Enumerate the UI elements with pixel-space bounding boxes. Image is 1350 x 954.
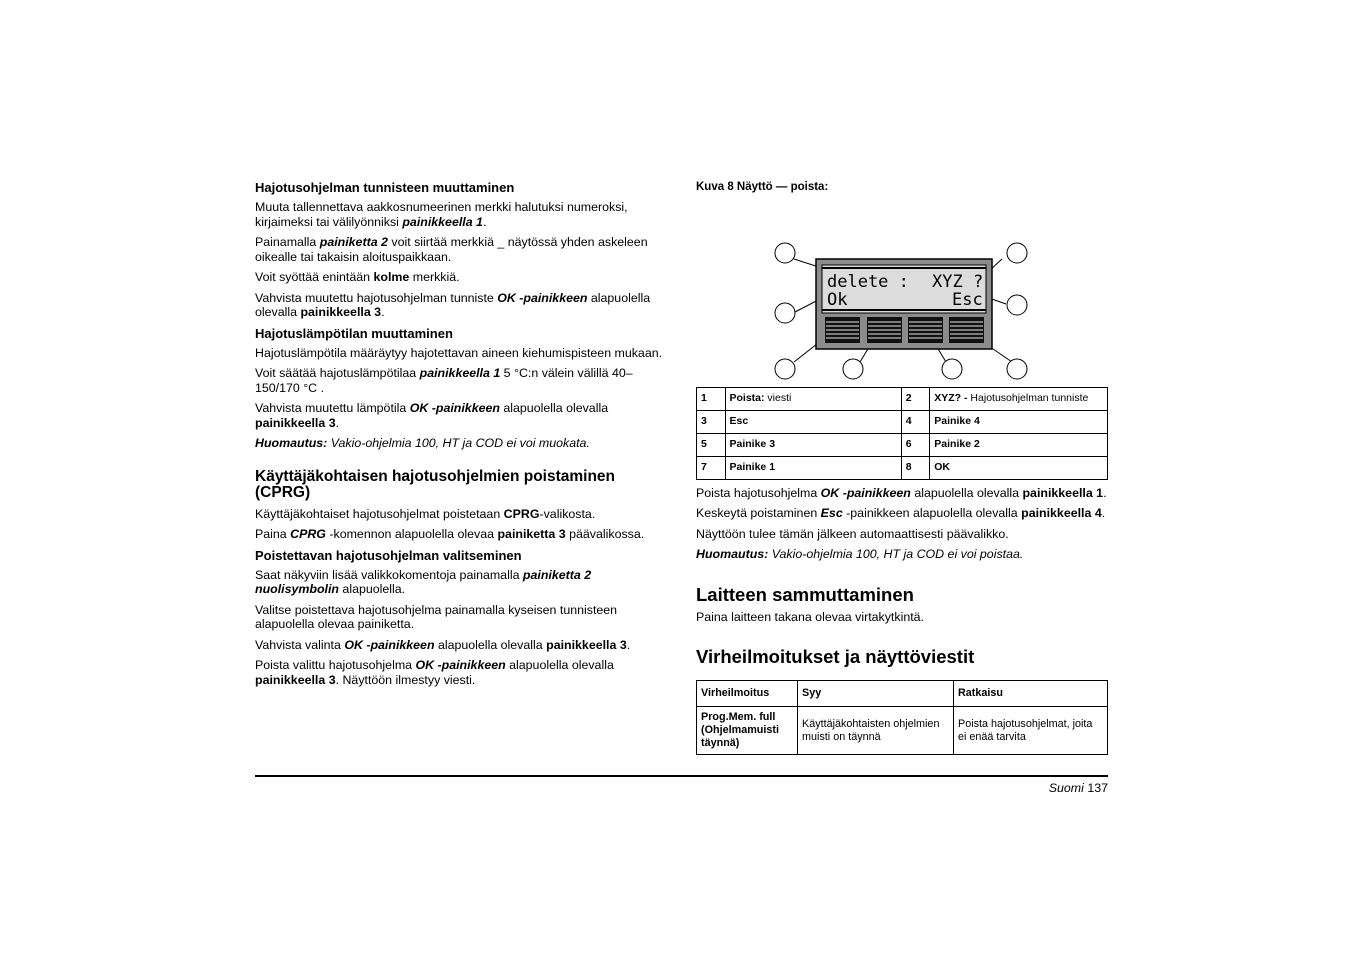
paragraph: Poista valittu hajotusohjelma OK -painikkeen alapuolella olevalla painikkeella 3. Näyttöön ilmestyy viesti. xyxy=(255,658,614,687)
error-table xyxy=(696,680,1108,755)
legend-label: Painike 1 xyxy=(725,456,901,479)
paragraph: Käyttäjäkohtaiset hajotusohjelmat poistetaan CPRG-valikosta. xyxy=(255,506,596,521)
lcd-line2-left: Ok xyxy=(827,289,848,310)
paragraph: Keskeytä poistaminen Esc -painikkeen alapuolella olevalla painikkeella 4. xyxy=(696,506,1106,520)
paragraph: Poista hajotusohjelma OK -painikkeen alapuolella olevalla painikkeella 1. xyxy=(696,485,1107,500)
table-row xyxy=(697,433,1108,456)
legend-label: Painike 3 xyxy=(725,433,901,456)
page-footer xyxy=(1049,781,1108,795)
table-cell: Prog.Mem. full (Ohjelmamuisti täynnä) xyxy=(697,707,798,755)
paragraph: Muuta tallennettava aakkosnumeerinen merkki halutuksi numeroksi, kirjaimeksi tai välilyönniksi painikkeella 1. xyxy=(255,200,628,229)
legend-label: Esc xyxy=(725,410,901,433)
callout-circle xyxy=(775,303,795,323)
error-table-header: Syy xyxy=(798,681,954,707)
paragraph: Vahvista muutettu hajotusohjelman tunniste OK -painikkeen alapuolella olevalla painikkeella 3. xyxy=(255,290,651,319)
legend-number: 7 xyxy=(697,456,726,479)
legend-label: Poista: viesti xyxy=(725,387,901,410)
heading-error-messages: Virheilmoitukset ja näyttöviestit xyxy=(696,646,975,667)
heading-temperature-change: Hajotuslämpötilan muuttaminen xyxy=(255,325,453,341)
callout-circle xyxy=(1007,359,1027,379)
heading-select-program: Poistettavan hajotusohjelman valitseminen xyxy=(255,547,522,563)
legend-label: Painike 4 xyxy=(930,410,1108,433)
paragraph: Hajotuslämpötila määräytyy hajotettavan aineen kiehumispisteen mukaan. xyxy=(255,345,663,360)
legend-label: XYZ? - Hajotusohjelman tunniste xyxy=(930,387,1108,410)
legend-number: 2 xyxy=(901,387,930,410)
table-row xyxy=(697,456,1108,479)
table-row xyxy=(697,387,1108,410)
right-column xyxy=(696,180,1110,755)
paragraph: Paina laitteen takana olevaa virtakytkintä. xyxy=(696,609,924,624)
paragraph: Vahvista muutettu lämpötila OK -painikkeen alapuolella olevalla painikkeella 3. xyxy=(255,401,609,430)
lcd-line1-left: delete : xyxy=(827,271,909,292)
paragraph: Voit syöttää enintään kolme merkkiä. xyxy=(255,270,460,284)
error-table-header: Virheilmoitus xyxy=(697,681,798,707)
callout-circle xyxy=(1007,295,1027,315)
legend-number: 4 xyxy=(901,410,930,433)
legend-number: 5 xyxy=(697,433,726,456)
legend-number: 3 xyxy=(697,410,726,433)
legend-label: Painike 2 xyxy=(930,433,1108,456)
callout-circle xyxy=(775,359,795,379)
paragraph: Painamalla painiketta 2 voit siirtää merkkiä _ näytössä yhden askeleen oikealle tai takaisin aloituspaikkaan. xyxy=(255,235,648,264)
error-table-header: Ratkaisu xyxy=(954,681,1108,707)
table-cell: Käyttäjäkohtaisten ohjelmien muisti on täynnä xyxy=(798,707,954,755)
legend-number: 1 xyxy=(697,387,726,410)
callout-circle xyxy=(843,359,863,379)
table-cell: Poista hajotusohjelmat, joita ei enää tarvita xyxy=(954,707,1108,755)
paragraph: Valitse poistettava hajotusohjelma painamalla kyseisen tunnisteen alapuolella olevaa painiketta. xyxy=(255,602,618,631)
callout-circle xyxy=(942,359,962,379)
display-diagram xyxy=(696,201,1110,381)
legend-number: 6 xyxy=(901,433,930,456)
paragraph: Voit säätää hajotuslämpötilaa painikkeella 1 5 °C:n välein välillä 40–150/170 °C . xyxy=(255,366,633,395)
note: Huomautus: Vakio-ohjelmia 100, HT ja COD ei voi muokata. xyxy=(255,436,590,450)
paragraph: Saat näkyviin lisää valikkokomentoja painamalla painiketta 2 nuolisymbolin alapuolella. xyxy=(255,567,592,596)
heading-identifier-change: Hajotusohjelman tunnisteen muuttaminen xyxy=(255,180,515,195)
legend-label: OK xyxy=(930,456,1108,479)
paragraph: Näyttöön tulee tämän jälkeen automaattisesti päävalikko. xyxy=(696,526,1009,541)
note: Huomautus: Vakio-ohjelmia 100, HT ja COD ei voi poistaa. xyxy=(696,547,1024,561)
footer-rule xyxy=(255,775,1108,777)
page-number: 137 xyxy=(1087,781,1108,795)
heading-shutdown: Laitteen sammuttaminen xyxy=(696,583,914,605)
callout-circle xyxy=(775,243,795,263)
figure-legend-table xyxy=(696,387,1108,480)
figure-caption: Kuva 8 Näyttö — poista: xyxy=(696,181,829,193)
paragraph: Paina CPRG -komennon alapuolella olevaa painiketta 3 päävalikossa. xyxy=(255,527,645,541)
lcd-line1-right: XYZ ? xyxy=(932,271,984,292)
paragraph: Vahvista valinta OK -painikkeen alapuolella olevalla painikkeella 3. xyxy=(255,637,631,652)
lcd-line2-right: Esc xyxy=(952,289,983,310)
footer-language: Suomi xyxy=(1048,781,1084,795)
legend-number: 8 xyxy=(901,456,930,479)
display-figure xyxy=(696,201,1110,381)
table-row xyxy=(697,410,1108,433)
callout-circle xyxy=(1007,243,1027,263)
heading-delete-programs: Käyttäjäkohtaisen hajotusohjelmien poistaminen (CPRG) xyxy=(255,467,616,501)
left-column xyxy=(255,180,665,693)
table-row xyxy=(697,707,1108,755)
